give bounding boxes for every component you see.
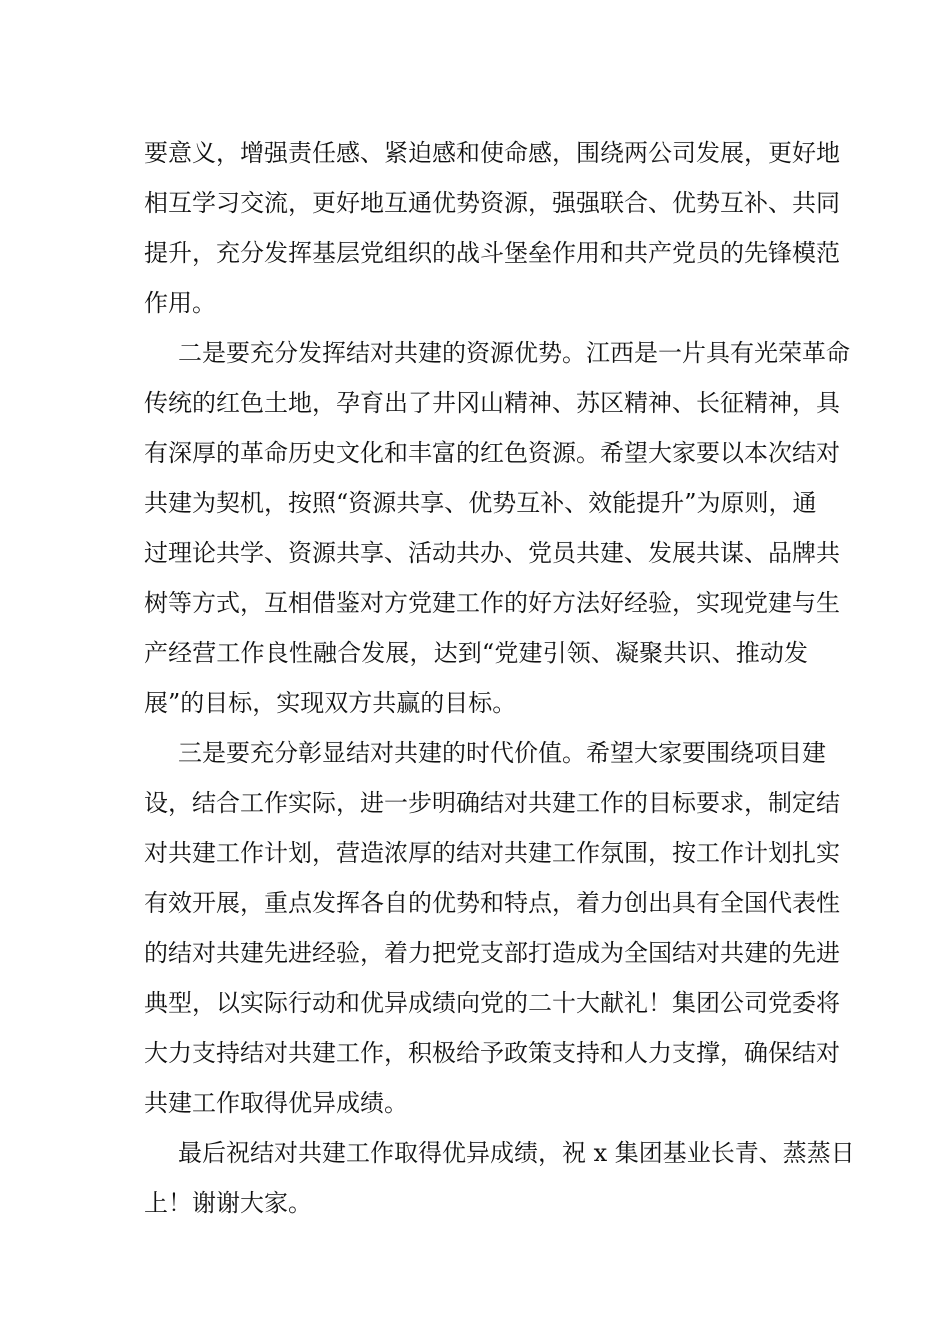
paragraph-line: 大力支持结对共建工作，积极给予政策支持和人力支撑，确保结对 [144, 1039, 840, 1067]
paragraph-line: 对共建工作计划，营造浓厚的结对共建工作氛围，按工作计划扎实 [144, 839, 840, 867]
document-body [144, 128, 855, 1228]
paragraph-line: 要意义，增强责任感、紧迫感和使命感，围绕两公司发展，更好地 [144, 139, 840, 167]
paragraph-line: 的结对共建先进经验，着力把党支部打造成为全国结对共建的先进 [144, 939, 840, 967]
paragraph-line: 共建为契机，按照“资源共享、优势互补、效能提升”为原则，通 [144, 489, 817, 517]
paragraph-line: 作用。 [144, 289, 216, 317]
paragraph-line: 过理论共学、资源共享、活动共办、党员共建、发展共谋、品牌共 [144, 539, 840, 567]
paragraph-line: 树等方式，互相借鉴对方党建工作的好方法好经验，实现党建与生 [144, 589, 840, 617]
paragraph-line: 二是要充分发挥结对共建的资源优势。江西是一片具有光荣革命 [178, 339, 850, 367]
paragraph-line: 相互学习交流，更好地互通优势资源，强强联合、优势互补、共同 [144, 189, 840, 217]
paragraph-2 [144, 328, 850, 728]
paragraph-line: 展”的目标，实现双方共赢的目标。 [144, 689, 517, 717]
paragraph-4 [144, 1128, 855, 1228]
paragraph-line: 共建工作取得优异成绩。 [144, 1089, 408, 1117]
paragraph-1 [144, 128, 840, 328]
paragraph-line: 典型，以实际行动和优异成绩向党的二十大献礼！集团公司党委将 [144, 989, 840, 1017]
paragraph-line: 有效开展，重点发挥各自的优势和特点，着力创出具有全国代表性 [144, 889, 840, 917]
paragraph-line: 产经营工作良性融合发展，达到“党建引领、凝聚共识、推动发 [144, 639, 808, 667]
paragraph-line: 传统的红色土地，孕育出了井冈山精神、苏区精神、长征精神，具 [144, 389, 840, 417]
paragraph-line: 最后祝结对共建工作取得优异成绩，祝 x 集团基业长青、蒸蒸日 [178, 1139, 855, 1167]
paragraph-line: 提升，充分发挥基层党组织的战斗堡垒作用和共产党员的先锋模范 [144, 239, 840, 267]
paragraph-3 [144, 728, 840, 1128]
paragraph-line: 上！谢谢大家。 [144, 1189, 312, 1217]
paragraph-line: 三是要充分彰显结对共建的时代价值。希望大家要围绕项目建 [178, 739, 826, 767]
paragraph-line: 有深厚的革命历史文化和丰富的红色资源。希望大家要以本次结对 [144, 439, 840, 467]
paragraph-line: 设，结合工作实际，进一步明确结对共建工作的目标要求，制定结 [144, 789, 840, 817]
